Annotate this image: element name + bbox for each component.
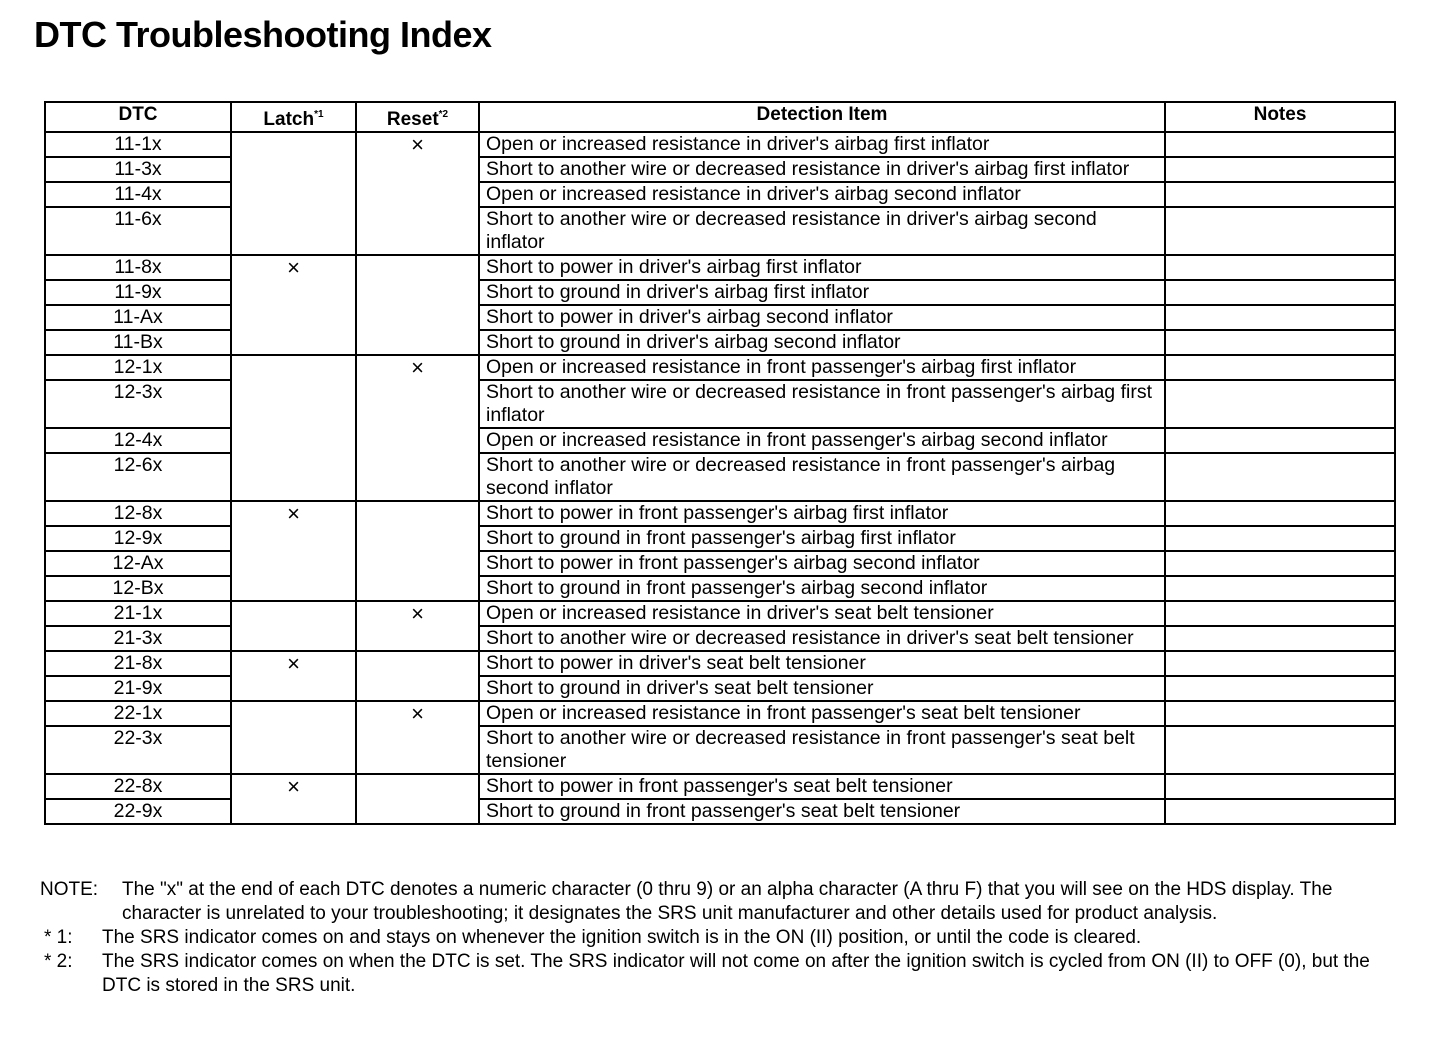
dtc-code: 11-6x: [45, 207, 231, 255]
reset-cell: [356, 651, 479, 701]
dtc-code: 11-9x: [45, 280, 231, 305]
reset-cell: [356, 132, 479, 255]
dtc-code: 12-3x: [45, 380, 231, 428]
dtc-code: 11-8x: [45, 255, 231, 280]
table-row: [45, 601, 1395, 626]
reset-cell: [356, 701, 479, 774]
star1-label: * 1:: [44, 927, 73, 948]
dtc-code: 12-4x: [45, 428, 231, 453]
reset-cell: [356, 355, 479, 501]
reset-mark-icon: ×: [411, 701, 424, 726]
dtc-code: 22-1x: [45, 701, 231, 726]
notes-cell: [1165, 453, 1395, 501]
notes-cell: [1165, 774, 1395, 799]
dtc-code: 12-1x: [45, 355, 231, 380]
latch-cell: [231, 501, 356, 601]
detection-item: Short to power in front passenger's airbag second inflator: [479, 551, 1165, 576]
detection-item: Open or increased resistance in driver's airbag first inflator: [479, 132, 1165, 157]
notes-cell: [1165, 726, 1395, 774]
detection-item: Short to ground in front passenger's airbag first inflator: [479, 526, 1165, 551]
dtc-code: 12-Bx: [45, 576, 231, 601]
latch-cell: [231, 651, 356, 701]
notes-cell: [1165, 551, 1395, 576]
detection-item: Short to ground in driver's airbag second inflator: [479, 330, 1165, 355]
star2-text: The SRS indicator comes on when the DTC is set. The SRS indicator will not come on after the ignition switch is cycled from ON (II) to OFF (0), but the DTC is stored in the SRS unit.: [102, 951, 1370, 996]
table-row: [45, 774, 1395, 799]
dtc-code: 11-3x: [45, 157, 231, 182]
notes-cell: [1165, 207, 1395, 255]
note-text: The "x" at the end of each DTC denotes a numeric character (0 thru 9) or an alpha character (A thru F) that you will see on the HDS display. The character is unrelated to your troubleshooting; it designates the SRS unit manufacturer and other details used for product analysis.: [122, 879, 1333, 924]
detection-item: Short to power in driver's airbag first inflator: [479, 255, 1165, 280]
detection-item: Short to another wire or decreased resistance in front passenger's airbag second inflator: [479, 453, 1165, 501]
header-notes: Notes: [1165, 102, 1395, 132]
notes-cell: [1165, 132, 1395, 157]
detection-item: Short to ground in driver's airbag first inflator: [479, 280, 1165, 305]
notes-cell: [1165, 576, 1395, 601]
dtc-code: 21-1x: [45, 601, 231, 626]
page-title: DTC Troubleshooting Index: [34, 14, 492, 55]
notes-cell: [1165, 380, 1395, 428]
dtc-code: 12-9x: [45, 526, 231, 551]
table-row: [45, 651, 1395, 676]
dtc-index-table: [44, 101, 1396, 825]
note-main: [40, 878, 1410, 926]
dtc-code: 21-9x: [45, 676, 231, 701]
dtc-code: 12-Ax: [45, 551, 231, 576]
notes-cell: [1165, 182, 1395, 207]
dtc-code: 22-8x: [45, 774, 231, 799]
notes-cell: [1165, 526, 1395, 551]
dtc-code: 22-3x: [45, 726, 231, 774]
reset-cell: [356, 601, 479, 651]
table-row: [45, 701, 1395, 726]
table-row: [45, 355, 1395, 380]
table-row: [45, 132, 1395, 157]
dtc-code: 11-Ax: [45, 305, 231, 330]
note-star-1: [40, 926, 1410, 950]
reset-mark-icon: ×: [411, 601, 424, 626]
header-detection-item: Detection Item: [479, 102, 1165, 132]
latch-cell: [231, 132, 356, 255]
detection-item: Short to power in driver's airbag second inflator: [479, 305, 1165, 330]
latch-cell: [231, 701, 356, 774]
detection-item: Short to another wire or decreased resistance in front passenger's seat belt tensioner: [479, 726, 1165, 774]
dtc-code: 12-8x: [45, 501, 231, 526]
latch-cell: [231, 774, 356, 824]
detection-item: Short to power in driver's seat belt tensioner: [479, 651, 1165, 676]
detection-item: Short to another wire or decreased resistance in driver's airbag first inflator: [479, 157, 1165, 182]
reset-footnote-ref: *2: [438, 109, 449, 120]
note-star-2: [40, 950, 1410, 998]
dtc-code: 22-9x: [45, 799, 231, 824]
detection-item: Open or increased resistance in driver's seat belt tensioner: [479, 601, 1165, 626]
detection-item: Short to ground in driver's seat belt tensioner: [479, 676, 1165, 701]
dtc-code: 11-4x: [45, 182, 231, 207]
detection-item: Short to another wire or decreased resistance in front passenger's airbag first inflator: [479, 380, 1165, 428]
detection-item: Open or increased resistance in front passenger's airbag first inflator: [479, 355, 1165, 380]
dtc-code: 11-Bx: [45, 330, 231, 355]
notes-cell: [1165, 305, 1395, 330]
reset-cell: [356, 255, 479, 355]
dtc-code: 11-1x: [45, 132, 231, 157]
notes-cell: [1165, 428, 1395, 453]
latch-cell: [231, 355, 356, 501]
detection-item: Short to power in front passenger's airbag first inflator: [479, 501, 1165, 526]
notes-cell: [1165, 157, 1395, 182]
latch-mark-icon: ×: [287, 501, 300, 526]
note-label: NOTE:: [40, 879, 99, 900]
latch-cell: [231, 601, 356, 651]
notes-cell: [1165, 799, 1395, 824]
notes-cell: [1165, 626, 1395, 651]
detection-item: Open or increased resistance in front passenger's seat belt tensioner: [479, 701, 1165, 726]
star2-label: * 2:: [44, 951, 73, 972]
notes-cell: [1165, 676, 1395, 701]
latch-mark-icon: ×: [287, 651, 300, 676]
reset-mark-icon: ×: [411, 132, 424, 157]
latch-mark-icon: ×: [287, 255, 300, 280]
table-header: [45, 102, 1395, 132]
notes-cell: [1165, 651, 1395, 676]
detection-item: Open or increased resistance in front passenger's airbag second inflator: [479, 428, 1165, 453]
reset-cell: [356, 774, 479, 824]
notes-cell: [1165, 330, 1395, 355]
latch-mark-icon: ×: [287, 774, 300, 799]
star1-text: The SRS indicator comes on and stays on whenever the ignition switch is in the ON (II) position, or until the code is cleared.: [102, 927, 1142, 948]
table-body: [45, 132, 1395, 824]
notes-cell: [1165, 501, 1395, 526]
header-latch: Latch$^{*1}$: [231, 102, 356, 132]
notes-cell: [1165, 701, 1395, 726]
notes-cell: [1165, 355, 1395, 380]
detection-item: Short to power in front passenger's seat belt tensioner: [479, 774, 1165, 799]
reset-mark-icon: ×: [411, 355, 424, 380]
detection-item: Short to another wire or decreased resistance in driver's seat belt tensioner: [479, 626, 1165, 651]
notes-cell: [1165, 280, 1395, 305]
latch-footnote-ref: *1: [314, 109, 324, 120]
dtc-code: 12-6x: [45, 453, 231, 501]
latch-cell: [231, 255, 356, 355]
header-dtc: DTC: [45, 102, 231, 132]
dtc-code: 21-3x: [45, 626, 231, 651]
detection-item: Short to another wire or decreased resistance in driver's airbag second inflator: [479, 207, 1165, 255]
notes-cell: [1165, 601, 1395, 626]
table-row: [45, 501, 1395, 526]
detection-item: Short to ground in front passenger's airbag second inflator: [479, 576, 1165, 601]
dtc-code: 21-8x: [45, 651, 231, 676]
detection-item: Open or increased resistance in driver's airbag second inflator: [479, 182, 1165, 207]
notes-cell: [1165, 255, 1395, 280]
reset-cell: [356, 501, 479, 601]
footnotes: [40, 878, 1410, 998]
header-reset: Reset$^{*2}$: [356, 102, 479, 132]
table-row: [45, 255, 1395, 280]
detection-item: Short to ground in front passenger's seat belt tensioner: [479, 799, 1165, 824]
